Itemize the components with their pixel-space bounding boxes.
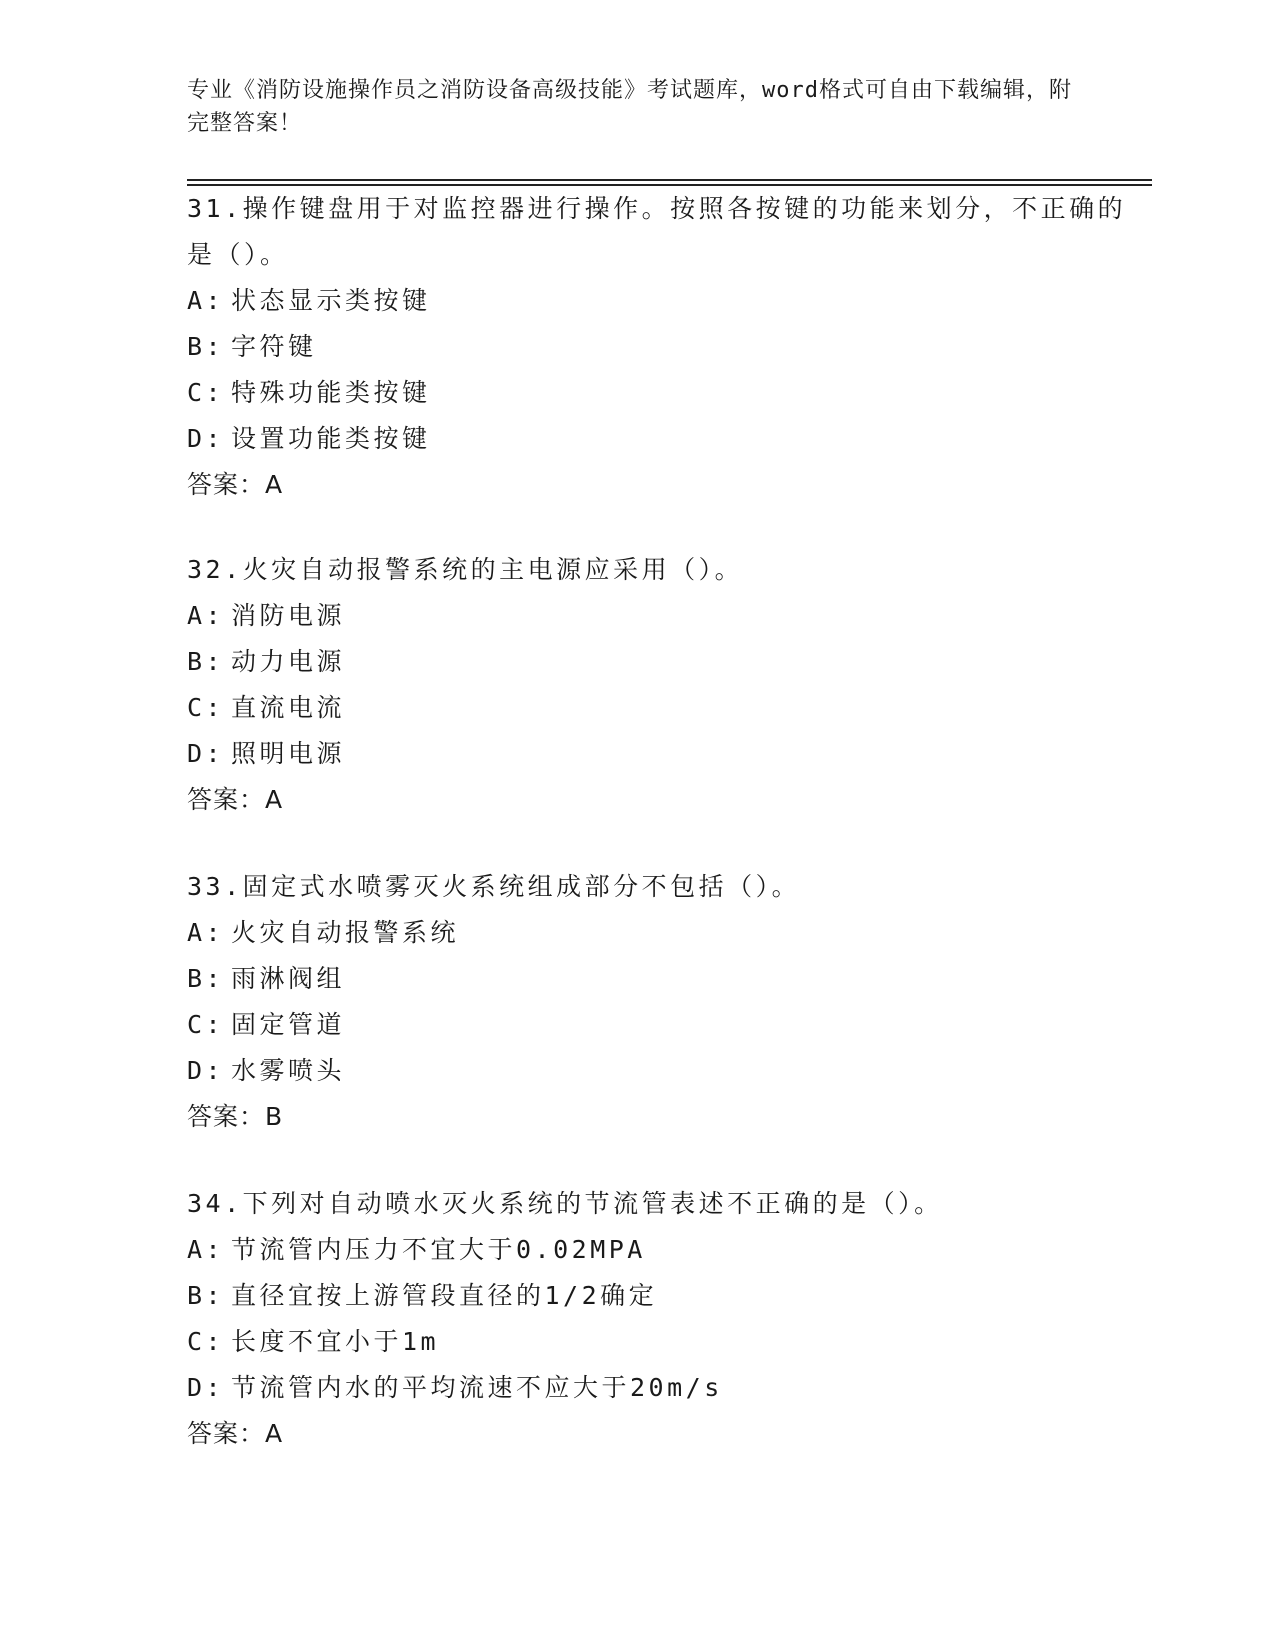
answer-line: 答案：B — [187, 1102, 284, 1131]
answer-line: 答案：A — [187, 785, 284, 814]
option-letter: C: — [187, 1010, 225, 1039]
header-divider-top — [187, 179, 1152, 181]
option-letter: B: — [187, 332, 225, 361]
option-text: 直流电流 — [231, 693, 346, 722]
option-b — [187, 639, 1137, 685]
option-text: 节流管内水的平均流速不应大于20m/s — [231, 1373, 723, 1402]
option-letter: D: — [187, 1056, 225, 1085]
option-d — [187, 1365, 1137, 1411]
option-text: 直径宜按上游管段直径的1/2确定 — [231, 1281, 658, 1310]
question-stem: 31.操作键盘用于对监控器进行操作。按照各按键的功能来划分，不正确的是（）。 — [187, 194, 1127, 269]
question-31 — [187, 186, 1137, 508]
option-c — [187, 685, 1137, 731]
answer-line: 答案：A — [187, 470, 284, 499]
option-text: 特殊功能类按键 — [231, 378, 431, 407]
question-stem: 32.火灾自动报警系统的主电源应采用（）。 — [187, 555, 744, 584]
option-a — [187, 910, 1137, 956]
document-intro: 专业《消防设施操作员之消防设备高级技能》考试题库，word格式可自由下载编辑，附完整答案！ — [187, 78, 1072, 136]
option-letter: B: — [187, 1281, 225, 1310]
question-33 — [187, 864, 1137, 1140]
option-d — [187, 416, 1137, 462]
option-text: 照明电源 — [231, 739, 346, 768]
option-d — [187, 1048, 1137, 1094]
option-letter: D: — [187, 424, 225, 453]
option-text: 雨淋阀组 — [231, 964, 346, 993]
question-32 — [187, 547, 1137, 823]
option-d — [187, 731, 1137, 777]
option-b — [187, 324, 1137, 370]
option-letter: B: — [187, 964, 225, 993]
option-c — [187, 1319, 1137, 1365]
option-text: 火灾自动报警系统 — [231, 918, 460, 947]
option-letter: C: — [187, 1327, 225, 1356]
option-c — [187, 1002, 1137, 1048]
option-letter: C: — [187, 693, 225, 722]
question-stem: 34.下列对自动喷水灭火系统的节流管表述不正确的是（）。 — [187, 1189, 943, 1218]
option-c — [187, 370, 1137, 416]
option-letter: B: — [187, 647, 225, 676]
option-letter: A: — [187, 601, 225, 630]
option-b — [187, 956, 1137, 1002]
option-letter: A: — [187, 918, 225, 947]
option-a — [187, 593, 1137, 639]
option-text: 固定管道 — [231, 1010, 346, 1039]
option-a — [187, 278, 1137, 324]
option-text: 设置功能类按键 — [231, 424, 431, 453]
option-letter: A: — [187, 286, 225, 315]
option-text: 长度不宜小于1m — [231, 1327, 440, 1356]
option-b — [187, 1273, 1137, 1319]
option-letter: D: — [187, 739, 225, 768]
option-text: 字符键 — [231, 332, 317, 361]
option-text: 水雾喷头 — [231, 1056, 346, 1085]
option-letter: C: — [187, 378, 225, 407]
option-a — [187, 1227, 1137, 1273]
option-text: 节流管内压力不宜大于0.02MPA — [231, 1235, 646, 1264]
question-34 — [187, 1181, 1137, 1457]
option-text: 消防电源 — [231, 601, 346, 630]
option-letter: A: — [187, 1235, 225, 1264]
option-letter: D: — [187, 1373, 225, 1402]
option-text: 状态显示类按键 — [231, 286, 431, 315]
option-text: 动力电源 — [231, 647, 346, 676]
question-stem: 33.固定式水喷雾灭火系统组成部分不包括（）。 — [187, 872, 801, 901]
answer-line: 答案：A — [187, 1419, 284, 1448]
